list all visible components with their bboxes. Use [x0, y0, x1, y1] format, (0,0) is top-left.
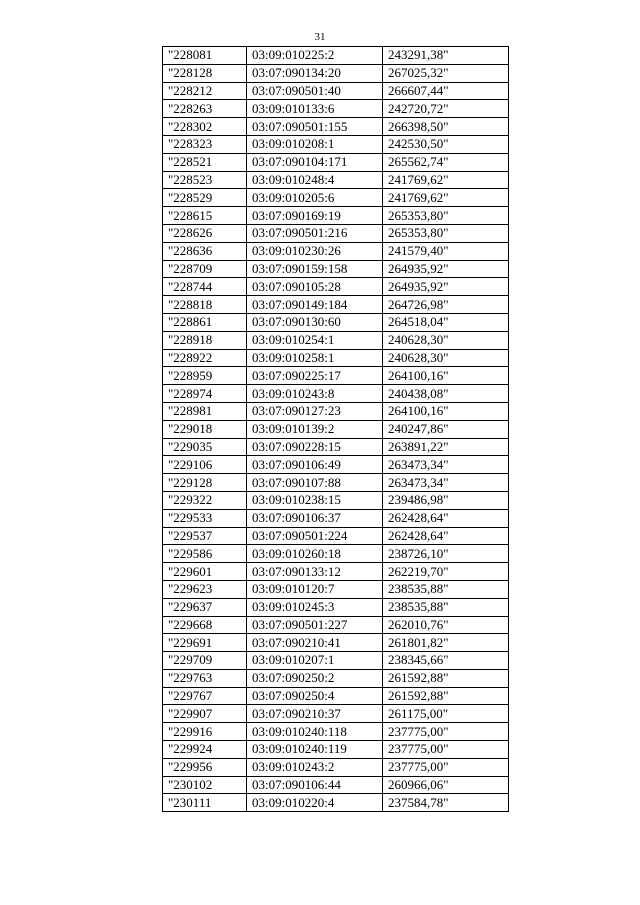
row-id-cell: "229106	[163, 456, 247, 474]
table-row	[163, 118, 509, 136]
table-row	[163, 260, 509, 278]
cadastral-number-cell: 03:07:090169:19	[247, 207, 383, 225]
row-id-cell: "229668	[163, 616, 247, 634]
row-id-cell: "229907	[163, 705, 247, 723]
amount-cell: 267025,32"	[383, 64, 509, 82]
row-id-cell: "229691	[163, 634, 247, 652]
table-row	[163, 331, 509, 349]
cadastral-number-cell: 03:07:090104:171	[247, 153, 383, 171]
table-body	[163, 47, 509, 812]
amount-cell: 262428,64"	[383, 527, 509, 545]
amount-cell: 263891,22"	[383, 438, 509, 456]
cadastral-number-cell: 03:07:090159:158	[247, 260, 383, 278]
amount-cell: 240247,86"	[383, 420, 509, 438]
amount-cell: 264935,92"	[383, 278, 509, 296]
cadastral-number-cell: 03:07:090134:20	[247, 64, 383, 82]
table-row	[163, 242, 509, 260]
table-row	[163, 207, 509, 225]
cadastral-number-cell: 03:07:090501:216	[247, 224, 383, 242]
cadastral-number-cell: 03:09:010243:8	[247, 385, 383, 403]
table-row	[163, 741, 509, 759]
row-id-cell: "228323	[163, 135, 247, 153]
cadastral-number-cell: 03:07:090106:37	[247, 509, 383, 527]
amount-cell: 238535,88"	[383, 580, 509, 598]
cadastral-number-cell: 03:09:010220:4	[247, 794, 383, 812]
amount-cell: 241769,62"	[383, 171, 509, 189]
row-id-cell: "229767	[163, 687, 247, 705]
row-id-cell: "228626	[163, 224, 247, 242]
table-row	[163, 135, 509, 153]
row-id-cell: "229586	[163, 545, 247, 563]
row-id-cell: "228709	[163, 260, 247, 278]
cadastral-number-cell: 03:07:090228:15	[247, 438, 383, 456]
table-row	[163, 171, 509, 189]
cadastral-number-cell: 03:09:010208:1	[247, 135, 383, 153]
cadastral-number-cell: 03:07:090225:17	[247, 367, 383, 385]
table-row	[163, 438, 509, 456]
cadastral-number-cell: 03:09:010133:6	[247, 100, 383, 118]
row-id-cell: "229637	[163, 598, 247, 616]
table-row	[163, 705, 509, 723]
row-id-cell: "229623	[163, 580, 247, 598]
table-row	[163, 723, 509, 741]
row-id-cell: "229601	[163, 563, 247, 581]
row-id-cell: "229035	[163, 438, 247, 456]
amount-cell: 242720,72"	[383, 100, 509, 118]
row-id-cell: "228922	[163, 349, 247, 367]
table-row	[163, 64, 509, 82]
row-id-cell: "229128	[163, 474, 247, 492]
row-id-cell: "229956	[163, 758, 247, 776]
table-row	[163, 758, 509, 776]
amount-cell: 240628,30"	[383, 331, 509, 349]
row-id-cell: "229533	[163, 509, 247, 527]
row-id-cell: "228263	[163, 100, 247, 118]
table-row	[163, 616, 509, 634]
table-row	[163, 580, 509, 598]
cadastral-number-cell: 03:07:090106:49	[247, 456, 383, 474]
table-row	[163, 313, 509, 331]
amount-cell: 265562,74"	[383, 153, 509, 171]
amount-cell: 237584,78"	[383, 794, 509, 812]
row-id-cell: "229763	[163, 669, 247, 687]
table-row	[163, 278, 509, 296]
table-row	[163, 491, 509, 509]
row-id-cell: "228636	[163, 242, 247, 260]
cadastral-number-cell: 03:09:010230:26	[247, 242, 383, 260]
amount-cell: 264100,16"	[383, 367, 509, 385]
page-number: 31	[314, 31, 326, 43]
amount-cell: 264726,98"	[383, 296, 509, 314]
row-id-cell: "229916	[163, 723, 247, 741]
amount-cell: 237775,00"	[383, 723, 509, 741]
amount-cell: 266607,44"	[383, 82, 509, 100]
row-id-cell: "229924	[163, 741, 247, 759]
amount-cell: 238535,88"	[383, 598, 509, 616]
amount-cell: 261801,82"	[383, 634, 509, 652]
table-row	[163, 100, 509, 118]
cadastral-number-cell: 03:07:090501:40	[247, 82, 383, 100]
cadastral-number-cell: 03:07:090501:155	[247, 118, 383, 136]
cadastral-number-cell: 03:09:010243:2	[247, 758, 383, 776]
table-row	[163, 563, 509, 581]
row-id-cell: "228818	[163, 296, 247, 314]
amount-cell: 264100,16"	[383, 402, 509, 420]
table-row	[163, 794, 509, 812]
row-id-cell: "228529	[163, 189, 247, 207]
cadastral-number-cell: 03:07:090501:227	[247, 616, 383, 634]
cadastral-number-cell: 03:09:010258:1	[247, 349, 383, 367]
amount-cell: 261592,88"	[383, 687, 509, 705]
amount-cell: 260966,06"	[383, 776, 509, 794]
cadastral-number-cell: 03:09:010248:4	[247, 171, 383, 189]
cadastral-number-cell: 03:09:010120:7	[247, 580, 383, 598]
cadastral-number-cell: 03:07:090210:37	[247, 705, 383, 723]
row-id-cell: "229709	[163, 652, 247, 670]
amount-cell: 240438,08"	[383, 385, 509, 403]
cadastral-number-cell: 03:09:010254:1	[247, 331, 383, 349]
row-id-cell: "230111	[163, 794, 247, 812]
row-id-cell: "228861	[163, 313, 247, 331]
cadastral-number-cell: 03:07:090133:12	[247, 563, 383, 581]
table-row	[163, 776, 509, 794]
cadastral-number-cell: 03:09:010225:2	[247, 47, 383, 65]
amount-cell: 241579,40"	[383, 242, 509, 260]
table-row	[163, 687, 509, 705]
table-row	[163, 82, 509, 100]
amount-cell: 238345,66"	[383, 652, 509, 670]
table-row	[163, 634, 509, 652]
table-row	[163, 527, 509, 545]
amount-cell: 264518,04"	[383, 313, 509, 331]
row-id-cell: "228521	[163, 153, 247, 171]
table-row	[163, 598, 509, 616]
table-row	[163, 474, 509, 492]
amount-cell: 237775,00"	[383, 758, 509, 776]
cadastral-number-cell: 03:07:090501:224	[247, 527, 383, 545]
table-row	[163, 402, 509, 420]
row-id-cell: "228128	[163, 64, 247, 82]
row-id-cell: "228302	[163, 118, 247, 136]
table-row	[163, 349, 509, 367]
table-row	[163, 367, 509, 385]
cadastral-number-cell: 03:09:010238:15	[247, 491, 383, 509]
cadastral-number-cell: 03:09:010260:18	[247, 545, 383, 563]
table-row	[163, 47, 509, 65]
cadastral-number-cell: 03:07:090105:28	[247, 278, 383, 296]
cadastral-number-cell: 03:09:010245:3	[247, 598, 383, 616]
table-row	[163, 509, 509, 527]
amount-cell: 239486,98"	[383, 491, 509, 509]
table-row	[163, 153, 509, 171]
cadastral-number-cell: 03:07:090250:4	[247, 687, 383, 705]
amount-cell: 241769,62"	[383, 189, 509, 207]
table-row	[163, 385, 509, 403]
table-row	[163, 189, 509, 207]
table-row	[163, 652, 509, 670]
cadastral-number-cell: 03:07:090210:41	[247, 634, 383, 652]
amount-cell: 242530,50"	[383, 135, 509, 153]
row-id-cell: "229537	[163, 527, 247, 545]
cadastral-number-cell: 03:09:010240:118	[247, 723, 383, 741]
table-row	[163, 669, 509, 687]
row-id-cell: "228981	[163, 402, 247, 420]
amount-cell: 237775,00"	[383, 741, 509, 759]
amount-cell: 261592,88"	[383, 669, 509, 687]
table-row	[163, 420, 509, 438]
amount-cell: 263473,34"	[383, 474, 509, 492]
row-id-cell: "228918	[163, 331, 247, 349]
amount-cell: 262428,64"	[383, 509, 509, 527]
table-row	[163, 545, 509, 563]
table-row	[163, 456, 509, 474]
amount-cell: 264935,92"	[383, 260, 509, 278]
row-id-cell: "228081	[163, 47, 247, 65]
cadastral-number-cell: 03:07:090130:60	[247, 313, 383, 331]
cadastral-number-cell: 03:07:090127:23	[247, 402, 383, 420]
amount-cell: 262219,70"	[383, 563, 509, 581]
table-row	[163, 224, 509, 242]
amount-cell: 262010,76"	[383, 616, 509, 634]
row-id-cell: "228212	[163, 82, 247, 100]
row-id-cell: "229322	[163, 491, 247, 509]
amount-cell: 238726,10"	[383, 545, 509, 563]
data-table	[162, 46, 509, 812]
row-id-cell: "230102	[163, 776, 247, 794]
cadastral-number-cell: 03:07:090149:184	[247, 296, 383, 314]
row-id-cell: "228615	[163, 207, 247, 225]
cadastral-number-cell: 03:07:090250:2	[247, 669, 383, 687]
row-id-cell: "228974	[163, 385, 247, 403]
cadastral-number-cell: 03:07:090107:88	[247, 474, 383, 492]
cadastral-number-cell: 03:09:010205:6	[247, 189, 383, 207]
cadastral-number-cell: 03:09:010207:1	[247, 652, 383, 670]
row-id-cell: "228959	[163, 367, 247, 385]
table-row	[163, 296, 509, 314]
cadastral-number-cell: 03:09:010139:2	[247, 420, 383, 438]
amount-cell: 263473,34"	[383, 456, 509, 474]
row-id-cell: "229018	[163, 420, 247, 438]
amount-cell: 243291,38"	[383, 47, 509, 65]
amount-cell: 240628,30"	[383, 349, 509, 367]
cadastral-number-cell: 03:09:010240:119	[247, 741, 383, 759]
amount-cell: 261175,00"	[383, 705, 509, 723]
cadastral-number-cell: 03:07:090106:44	[247, 776, 383, 794]
amount-cell: 265353,80"	[383, 207, 509, 225]
amount-cell: 265353,80"	[383, 224, 509, 242]
row-id-cell: "228523	[163, 171, 247, 189]
amount-cell: 266398,50"	[383, 118, 509, 136]
row-id-cell: "228744	[163, 278, 247, 296]
